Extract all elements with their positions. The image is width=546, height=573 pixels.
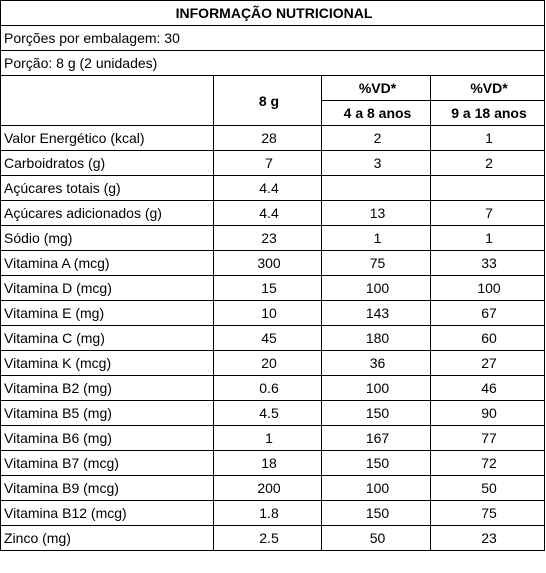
nutrient-amount: 7 bbox=[214, 151, 322, 176]
nutrient-vd-9-18: 7 bbox=[431, 201, 545, 226]
nutrient-name: Vitamina B6 (mg) bbox=[1, 426, 214, 451]
table-row bbox=[1, 301, 545, 326]
table-row bbox=[1, 376, 545, 401]
nutrient-vd-9-18: 27 bbox=[431, 351, 545, 376]
header-amount: 8 g bbox=[214, 76, 322, 126]
nutrient-vd-4-8: 100 bbox=[322, 476, 431, 501]
nutrient-name: Vitamina B12 (mcg) bbox=[1, 501, 214, 526]
servings-per-package: Porções por embalagem: 30 bbox=[1, 26, 545, 51]
nutrient-amount: 4.4 bbox=[214, 201, 322, 226]
table-row bbox=[1, 251, 545, 276]
header-vd-1: %VD* bbox=[322, 76, 431, 101]
nutrient-vd-9-18: 72 bbox=[431, 451, 545, 476]
nutrient-vd-4-8: 100 bbox=[322, 276, 431, 301]
nutrient-vd-4-8: 143 bbox=[322, 301, 431, 326]
nutrient-name: Vitamina K (mcg) bbox=[1, 351, 214, 376]
header-age-group-2: 9 a 18 anos bbox=[431, 101, 545, 126]
nutrient-vd-4-8: 1 bbox=[322, 226, 431, 251]
nutrient-amount: 45 bbox=[214, 326, 322, 351]
nutrient-vd-9-18: 75 bbox=[431, 501, 545, 526]
table-row bbox=[1, 126, 545, 151]
table-row bbox=[1, 151, 545, 176]
nutrient-vd-9-18: 100 bbox=[431, 276, 545, 301]
nutrient-vd-9-18: 90 bbox=[431, 401, 545, 426]
nutrient-vd-4-8: 3 bbox=[322, 151, 431, 176]
nutrient-vd-4-8: 2 bbox=[322, 126, 431, 151]
nutrient-name: Carboidratos (g) bbox=[1, 151, 214, 176]
nutrient-vd-4-8: 150 bbox=[322, 401, 431, 426]
table-row bbox=[1, 351, 545, 376]
nutrient-vd-9-18: 60 bbox=[431, 326, 545, 351]
nutrient-name: Açúcares totais (g) bbox=[1, 176, 214, 201]
nutrient-vd-4-8: 167 bbox=[322, 426, 431, 451]
nutrient-vd-9-18: 1 bbox=[431, 226, 545, 251]
nutrient-amount: 200 bbox=[214, 476, 322, 501]
nutrient-name: Vitamina B5 (mg) bbox=[1, 401, 214, 426]
nutrient-amount: 23 bbox=[214, 226, 322, 251]
nutrient-amount: 15 bbox=[214, 276, 322, 301]
nutrient-amount: 2.5 bbox=[214, 526, 322, 551]
table-row bbox=[1, 526, 545, 551]
nutrient-name: Açúcares adicionados (g) bbox=[1, 201, 214, 226]
nutrient-name: Vitamina B2 (mg) bbox=[1, 376, 214, 401]
header-vd-2: %VD* bbox=[431, 76, 545, 101]
table-row bbox=[1, 226, 545, 251]
table-row bbox=[1, 451, 545, 476]
nutrient-vd-4-8: 150 bbox=[322, 451, 431, 476]
nutrient-amount: 4.5 bbox=[214, 401, 322, 426]
nutrient-vd-4-8 bbox=[322, 176, 431, 201]
servings-row bbox=[1, 26, 545, 51]
table-row bbox=[1, 326, 545, 351]
nutrient-vd-9-18: 1 bbox=[431, 126, 545, 151]
nutrient-vd-4-8: 180 bbox=[322, 326, 431, 351]
nutrient-amount: 10 bbox=[214, 301, 322, 326]
serving-size: Porção: 8 g (2 unidades) bbox=[1, 51, 545, 76]
nutrient-vd-9-18: 77 bbox=[431, 426, 545, 451]
nutrient-name: Vitamina B7 (mcg) bbox=[1, 451, 214, 476]
nutrient-amount: 4.4 bbox=[214, 176, 322, 201]
nutrient-vd-9-18: 33 bbox=[431, 251, 545, 276]
nutrient-vd-4-8: 50 bbox=[322, 526, 431, 551]
nutrient-vd-4-8: 75 bbox=[322, 251, 431, 276]
nutrient-name: Vitamina E (mg) bbox=[1, 301, 214, 326]
nutrient-vd-4-8: 100 bbox=[322, 376, 431, 401]
nutrient-vd-4-8: 36 bbox=[322, 351, 431, 376]
table-row bbox=[1, 276, 545, 301]
table-title: INFORMAÇÃO NUTRICIONAL bbox=[1, 1, 545, 26]
table-row bbox=[1, 401, 545, 426]
title-row bbox=[1, 1, 545, 26]
nutrient-amount: 18 bbox=[214, 451, 322, 476]
nutrient-name: Zinco (mg) bbox=[1, 526, 214, 551]
nutrient-name: Vitamina D (mcg) bbox=[1, 276, 214, 301]
header-row-1 bbox=[1, 76, 545, 101]
table-row bbox=[1, 476, 545, 501]
nutrient-vd-9-18: 50 bbox=[431, 476, 545, 501]
nutrient-amount: 1.8 bbox=[214, 501, 322, 526]
nutrient-vd-9-18: 2 bbox=[431, 151, 545, 176]
nutrient-amount: 1 bbox=[214, 426, 322, 451]
table-row bbox=[1, 501, 545, 526]
nutrient-vd-9-18: 46 bbox=[431, 376, 545, 401]
nutrient-vd-9-18: 67 bbox=[431, 301, 545, 326]
table-row bbox=[1, 426, 545, 451]
nutrient-name: Vitamina A (mcg) bbox=[1, 251, 214, 276]
nutrient-vd-9-18 bbox=[431, 176, 545, 201]
nutrient-vd-9-18: 23 bbox=[431, 526, 545, 551]
table-row bbox=[1, 201, 545, 226]
header-empty-cell bbox=[1, 76, 214, 126]
nutrient-vd-4-8: 150 bbox=[322, 501, 431, 526]
nutrient-amount: 28 bbox=[214, 126, 322, 151]
serving-size-row bbox=[1, 51, 545, 76]
nutrient-name: Sódio (mg) bbox=[1, 226, 214, 251]
nutrient-vd-4-8: 13 bbox=[322, 201, 431, 226]
header-age-group-1: 4 a 8 anos bbox=[322, 101, 431, 126]
table-row bbox=[1, 176, 545, 201]
nutrient-amount: 300 bbox=[214, 251, 322, 276]
nutrient-name: Vitamina C (mg) bbox=[1, 326, 214, 351]
nutrient-amount: 0.6 bbox=[214, 376, 322, 401]
nutrient-name: Valor Energético (kcal) bbox=[1, 126, 214, 151]
nutrient-amount: 20 bbox=[214, 351, 322, 376]
nutrient-name: Vitamina B9 (mcg) bbox=[1, 476, 214, 501]
